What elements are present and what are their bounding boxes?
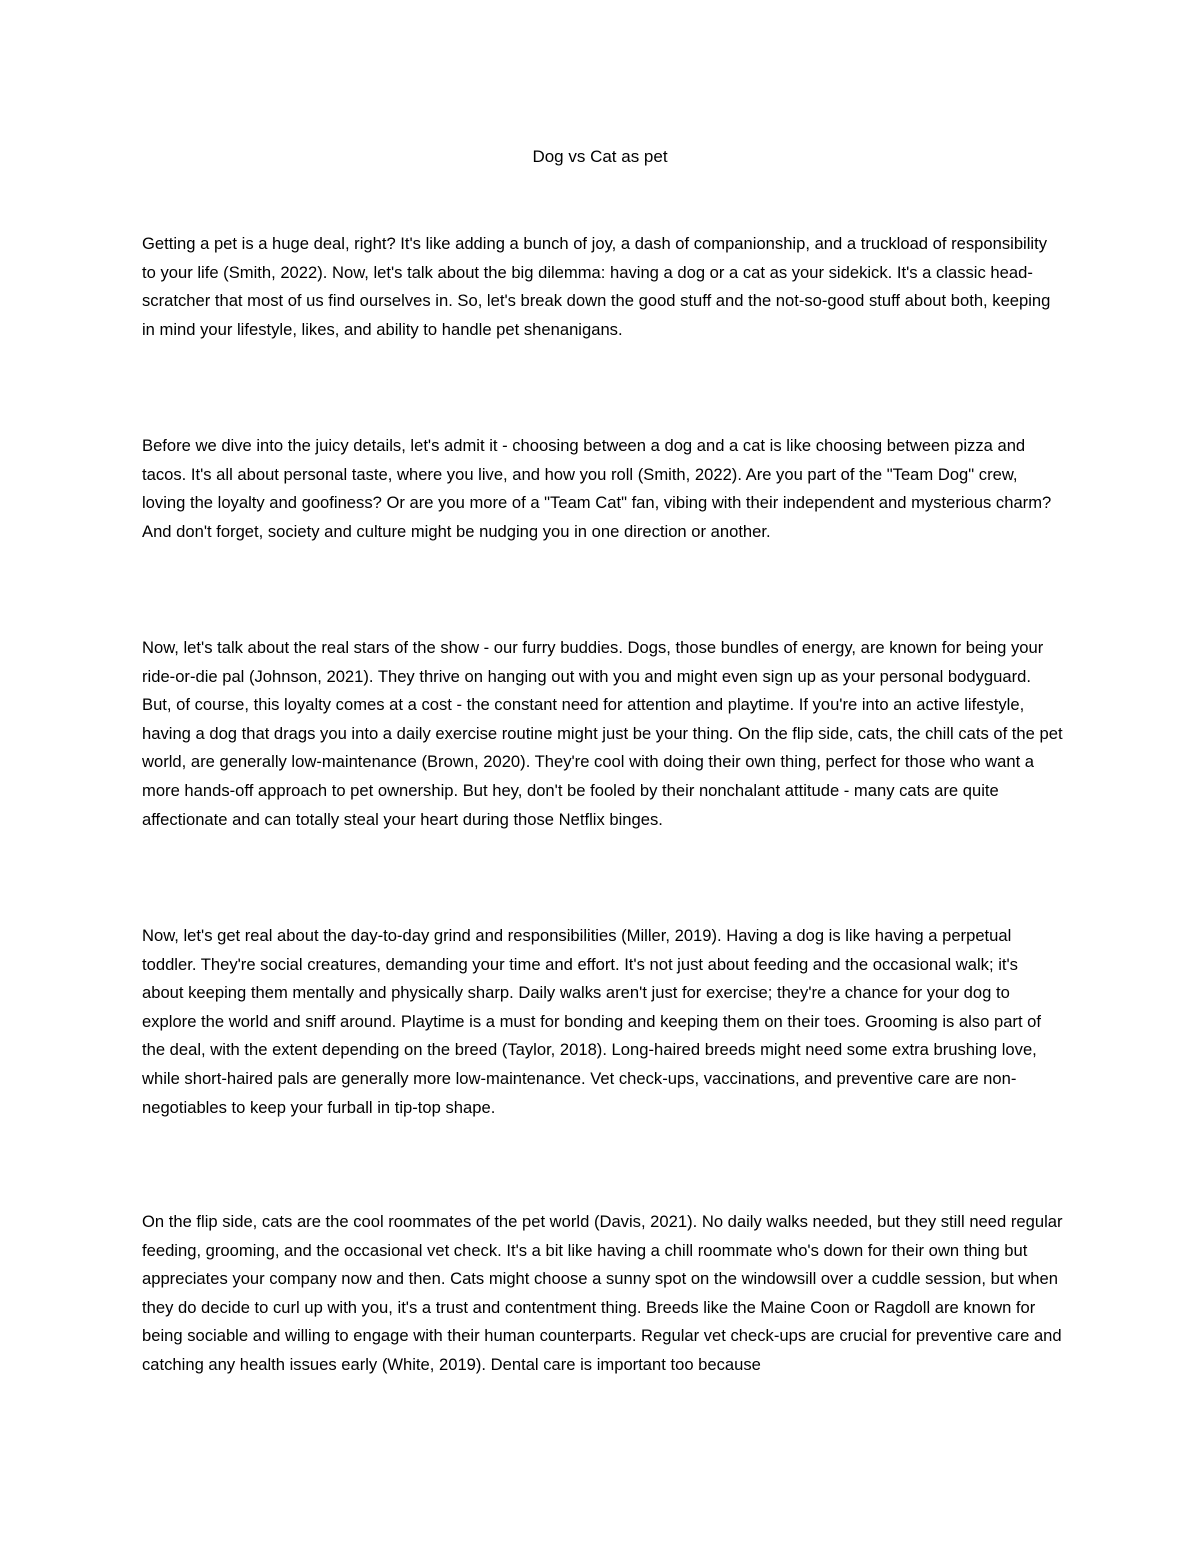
paragraph-personal-preference: Before we dive into the juicy details, let's admit it - choosing between a dog and a cat is like choosing between pizza and tacos. It's all about personal taste, where you live, and how you roll (Smith, 2022). Are you part of the "Team Dog" crew, loving the loyalty and goofiness? Or are you more of a "Team Cat" fan, vibing with their independent and mysterious charm? And don't forget, society and culture might be nudging you in one direction or another.	[142, 436, 1052, 541]
paragraph-cat-responsibilities: On the flip side, cats are the cool roommates of the pet world (Davis, 2021). No daily walks needed, but they still need regular feeding, grooming, and the occasional vet check. It's a bit like having a chill roommate who's down for their own thing but appreciates your company now and then. Cats might choose a sunny spot on the windowsill over a cuddle session, but when they do decide to curl up with you, it's a trust and contentment thing. Breeds like the Maine Coon or Ragdoll are known for being sociable and willing to engage with their human counterparts. Regular vet check-ups are crucial for preventive care and catching any health issues early (White, 2019). Dental care is important too because	[142, 1212, 1063, 1374]
paragraph-dog-responsibilities: Now, let's get real about the day-to-day grind and responsibilities (Miller, 2019). Having a dog is like having a perpetual toddler. They're social creatures, demanding your time and effort. It's not just about feeding and the occasional walk; it's about keeping them mentally and physically sharp. Daily walks aren't just for exercise; they're a chance for your dog to explore the world and sniff around. Playtime is a must for bonding and keeping them on their toes. Grooming is also part of the deal, with the extent depending on the breed (Taylor, 2018). Long-haired breeds might need some extra brushing love, while short-haired pals are generally more low-maintenance. Vet check-ups, vaccinations, and preventive care are non-negotiables to keep your furball in tip-top shape.	[142, 926, 1042, 1117]
paragraph-introduction: Getting a pet is a huge deal, right? It's like adding a bunch of joy, a dash of companionship, and a truckload of responsibility to your life (Smith, 2022). Now, let's talk about the big dilemma: having a dog or a cat as your sidekick. It's a classic head-scratcher that most of us find ourselves in. So, let's break down the good stuff and the not-so-good stuff about both, keeping in mind your lifestyle, likes, and ability to handle pet shenanigans.	[142, 234, 1051, 339]
paragraph-furry-buddies: Now, let's talk about the real stars of the show - our furry buddies. Dogs, those bundles of energy, are known for being your ride-or-die pal (Johnson, 2021). They thrive on hanging out with you and might even sign up as your personal bodyguard. But, of course, this loyalty comes at a cost - the constant need for attention and playtime. If you're into an active lifestyle, having a dog that drags you into a daily exercise routine might just be your thing. On the flip side, cats, the chill cats of the pet world, are generally low-maintenance (Brown, 2020). They're cool with doing their own thing, perfect for those who want a more hands-off approach to pet ownership. But hey, don't be fooled by their nonchalant attitude - many cats are quite affectionate and can totally steal your heart during those Netflix binges.	[142, 638, 1063, 829]
document-title: Dog vs Cat as pet	[532, 147, 668, 166]
